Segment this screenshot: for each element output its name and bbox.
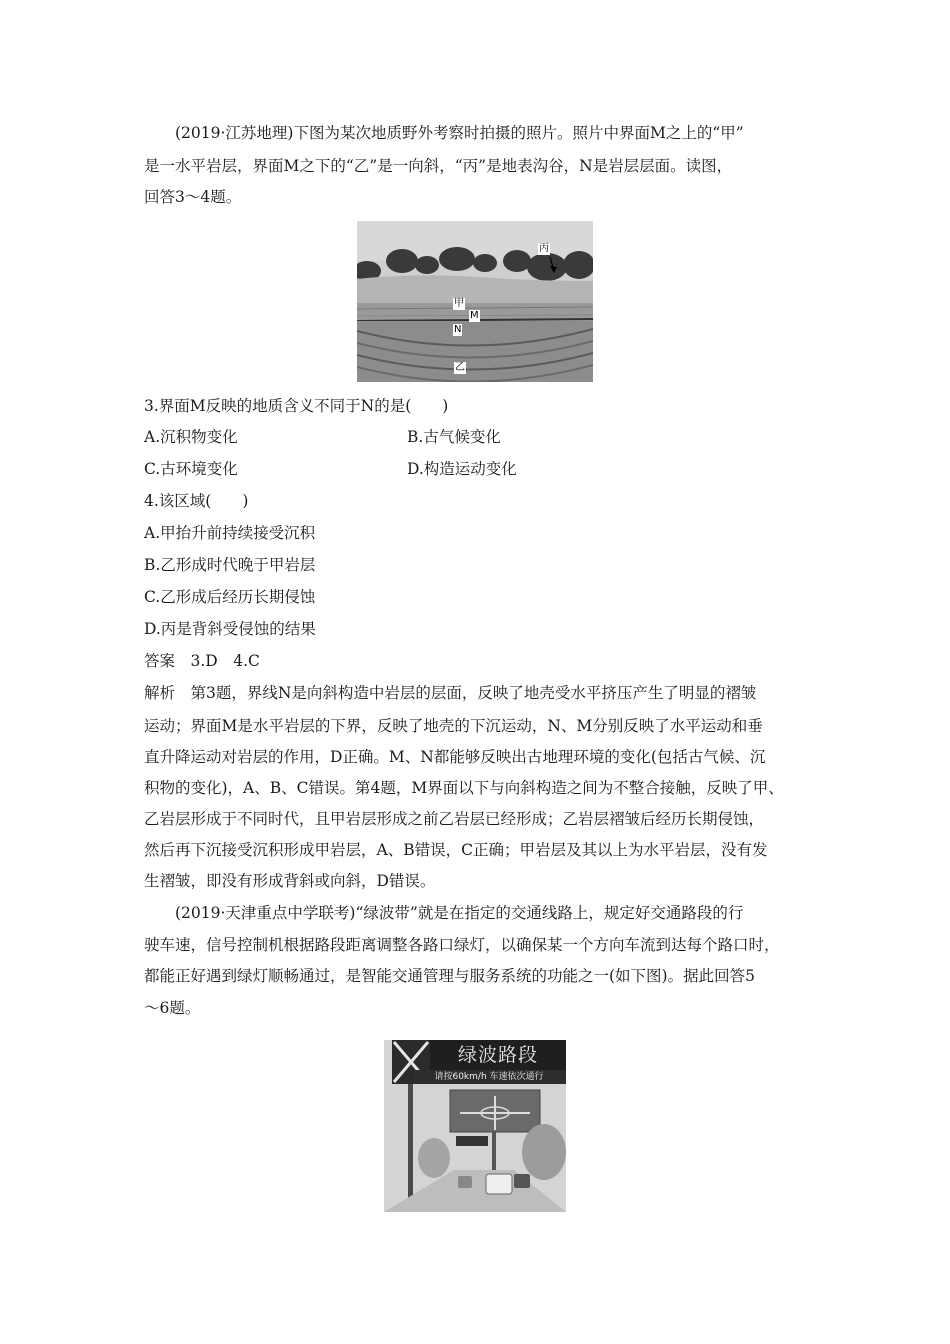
sign-title: 绿波路段 bbox=[457, 1044, 538, 1066]
label-yi: 乙 bbox=[455, 362, 465, 373]
analysis-line-5: 乙岩层形成于不同时代，且甲岩层形成之前乙岩层已经形成；乙岩层褶皱后经历长期侵蚀， bbox=[144, 810, 765, 828]
q4-option-d: D.丙是背斜受侵蚀的结果 bbox=[144, 620, 316, 638]
analysis-line-4: 积物的变化)，A、B、C错误。第4题，M界面以下与向斜构造之间为不整合接触，反映了甲、 bbox=[144, 779, 784, 797]
q34-intro-line-3: 回答3～4题。 bbox=[144, 188, 242, 206]
analysis-line-1: 解析 第3题，界线N是向斜构造中岩层的层面，反映了地壳受水平挤压产生了明显的褶皱 bbox=[144, 684, 757, 702]
q56-intro-line-4: ～6题。 bbox=[144, 999, 201, 1017]
analysis-line-2: 运动；界面M是水平岩层的下界，反映了地壳的下沉运动，N、M分别反映了水平运动和垂 bbox=[144, 717, 763, 735]
q3-option-d: D.构造运动变化 bbox=[407, 460, 517, 478]
geology-photo-art bbox=[357, 221, 593, 382]
label-bing: 丙 bbox=[539, 243, 549, 254]
q56-intro-line-2: 驶车速，信号控制机根据路段距离调整各路口绿灯，以确保某一个方向车流到达每个路口时， bbox=[144, 936, 780, 954]
q3-option-b: B.古气候变化 bbox=[407, 428, 501, 446]
analysis-line-3: 直升降运动对岩层的作用，D正确。M、N都能够反映出古地理环境的变化(包括古气候、沉 bbox=[144, 748, 766, 766]
q3-option-a: A.沉积物变化 bbox=[144, 428, 238, 446]
q3-option-c: C.古环境变化 bbox=[144, 460, 238, 478]
q4-stem: 4.该区域( ) bbox=[144, 492, 249, 510]
q4-option-a: A.甲抬升前持续接受沉积 bbox=[144, 524, 316, 542]
q3-stem: 3.界面M反映的地质含义不同于N的是( ) bbox=[144, 397, 449, 415]
green-wave-sign-photo bbox=[384, 1040, 566, 1212]
analysis-line-7: 生褶皱，即没有形成背斜或向斜，D错误。 bbox=[144, 872, 436, 890]
q34-intro-line-2: 是一水平岩层，界面M之下的“乙”是一向斜，“丙”是地表沟谷，N是岩层层面。读图， bbox=[144, 157, 733, 175]
sign-subtitle: 请按60km/h 车速依次通行 bbox=[434, 1072, 544, 1082]
q56-intro-line-1: (2019·天津重点中学联考)“绿波带”就是在指定的交通线路上，规定好交通路段的行 bbox=[175, 904, 744, 922]
label-jia: 甲 bbox=[454, 298, 464, 309]
q56-intro-line-3: 都能正好遇到绿灯顺畅通过，是智能交通管理与服务系统的功能之一(如下图)。据此回答5 bbox=[144, 967, 755, 985]
label-m: M bbox=[470, 310, 479, 321]
analysis-line-6: 然后再下沉接受沉积形成甲岩层，A、B错误，C正确；甲岩层及其以上为水平岩层，没有发 bbox=[144, 841, 768, 859]
q4-option-b: B.乙形成时代晚于甲岩层 bbox=[144, 556, 316, 574]
answer: 答案 3.D 4.C bbox=[144, 652, 260, 670]
geology-field-photo bbox=[357, 221, 593, 382]
label-n: N bbox=[454, 324, 462, 335]
q34-intro-line-1: (2019·江苏地理)下图为某次地质野外考察时拍摄的照片。照片中界面M之上的“甲” bbox=[175, 124, 744, 142]
q4-option-c: C.乙形成后经历长期侵蚀 bbox=[144, 588, 316, 606]
